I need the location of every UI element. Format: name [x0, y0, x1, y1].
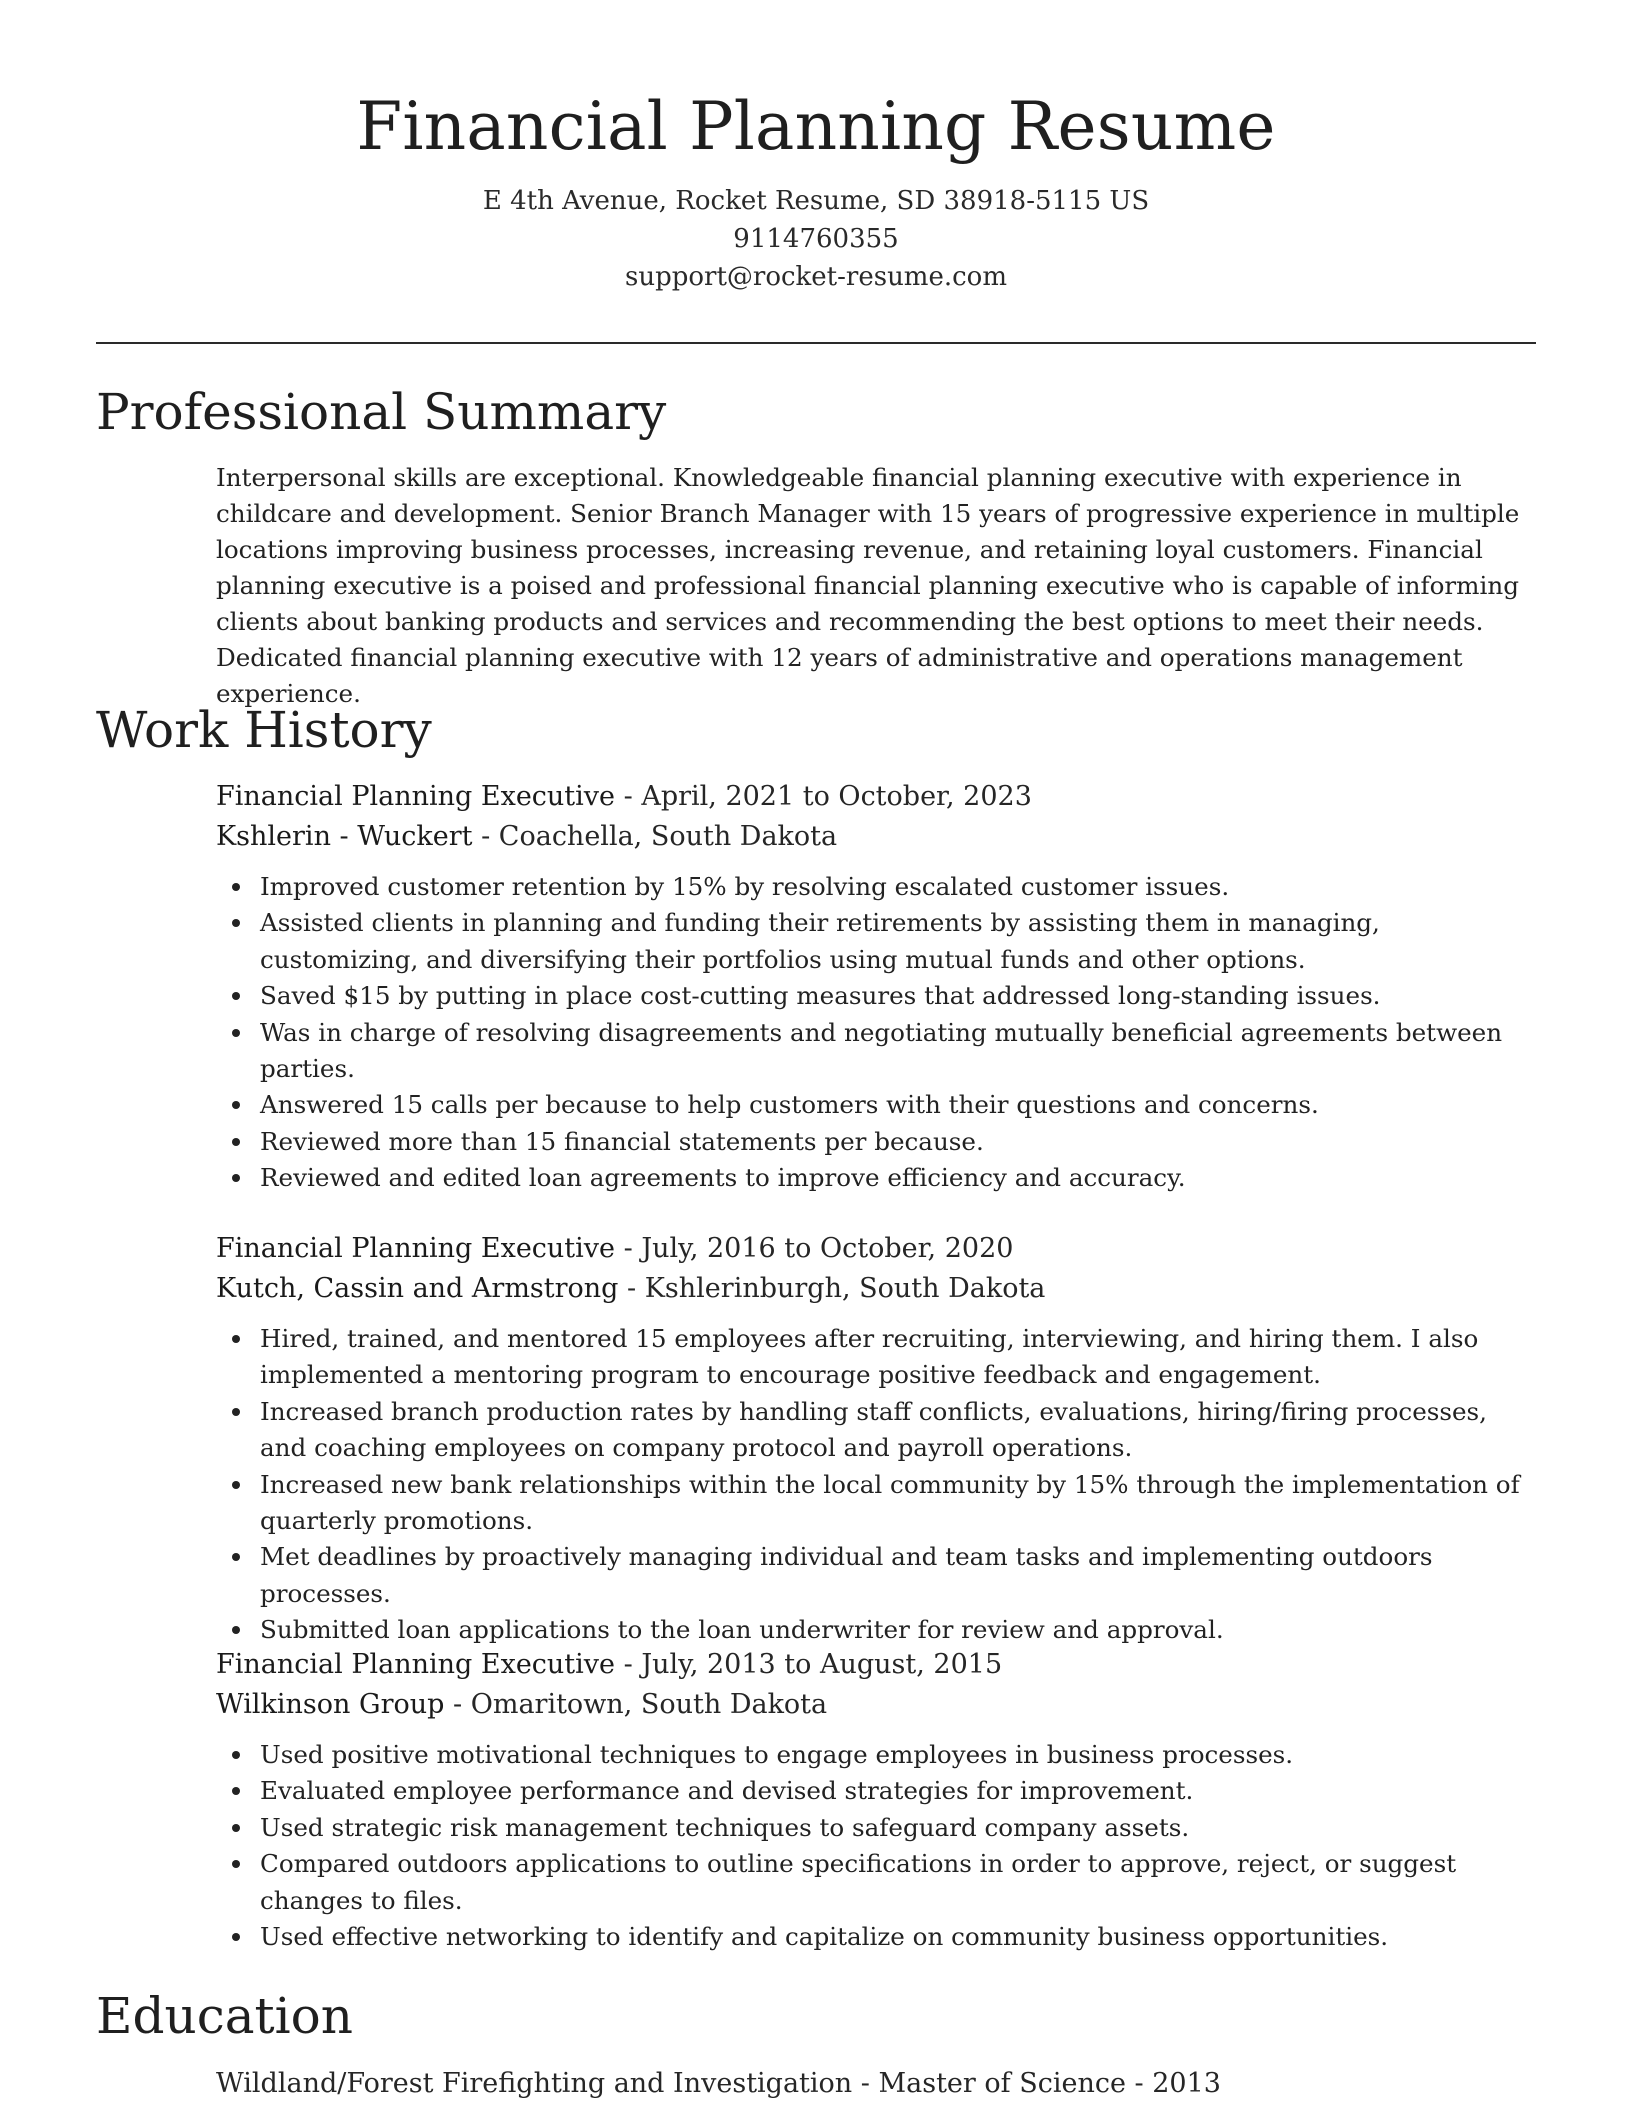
job-entry	[216, 1645, 1538, 1955]
job-title: Financial Planning Executive	[216, 1233, 616, 1264]
bullet-item: Was in charge of resolving disagreements and negotiating mutually beneficial agreements between parties.	[260, 1015, 1538, 1088]
job-location: - Kshlerinburgh, South Dakota	[618, 1273, 1046, 1304]
job-company: Kshlerin - Wuckert	[216, 821, 473, 852]
address-text: E 4th Avenue, Rocket Resume, SD 38918-5115 US	[482, 186, 1150, 216]
summary-block	[216, 460, 1538, 712]
bullet-item: Evaluated employee performance and devised strategies for improvement.	[260, 1773, 1538, 1809]
resume-title: Financial Planning Resume	[356, 88, 1276, 165]
bullet-item: Reviewed more than 15 financial statements per because.	[260, 1124, 1538, 1160]
bullet-item: Submitted loan applications to the loan underwriter for review and approval.	[260, 1612, 1538, 1648]
education-block	[216, 2064, 1538, 2104]
bullet-icon	[232, 1101, 240, 1109]
bullet-item: Compared outdoors applications to outline specifications in order to approve, reject, or suggest changes to files.	[260, 1846, 1538, 1919]
job-title-line	[216, 1645, 1538, 1685]
summary-heading: Professional Summary	[96, 383, 667, 441]
summary-text: Interpersonal skills are exceptional. Knowledgeable financial planning executive with experience in childcare and development. Senior Branch Manager with 15 years of progressive experience in multiple locations improving business processes, increasing revenue, and retaining loyal customers. Financial planning executive is a poised and professional financial planning executive who is capable of informing clients about banking products and services and recommending the best options to meet their needs. Dedicated financial planning executive with 12 years of administrative and operations management experience.	[216, 463, 1520, 708]
job-title: Financial Planning Executive	[216, 1649, 616, 1680]
bullet-icon	[232, 883, 240, 891]
contact-info	[0, 182, 1632, 296]
bullet-item: Used effective networking to identify and capitalize on community business opportunities.	[260, 1919, 1538, 1955]
job-bullets	[216, 1321, 1538, 1649]
job-company-line	[216, 1685, 1538, 1725]
bullet-icon	[232, 1174, 240, 1182]
job-company: Wilkinson Group	[216, 1689, 445, 1720]
job-title-line	[216, 1229, 1538, 1269]
email-link[interactable]: support@rocket-resume.com	[624, 262, 1007, 292]
job-entry	[216, 777, 1538, 1197]
bullet-item: Improved customer retention by 15% by resolving escalated customer issues.	[260, 869, 1538, 905]
bullet-item: Increased branch production rates by handling staff conflicts, evaluations, hiring/firing processes, and coaching employees on company protocol and payroll operations.	[260, 1394, 1538, 1467]
job-title-line	[216, 777, 1538, 817]
bullet-icon	[232, 1138, 240, 1146]
bullet-icon	[232, 1933, 240, 1941]
job-company-line	[216, 1269, 1538, 1309]
job-entry	[216, 1229, 1538, 1649]
job-bullets	[216, 869, 1538, 1197]
header-divider	[96, 342, 1536, 344]
job-company-line	[216, 817, 1538, 857]
job-location: - Coachella, South Dakota	[472, 821, 838, 852]
bullet-icon	[232, 1751, 240, 1759]
bullet-icon	[232, 1553, 240, 1561]
bullet-icon	[232, 1824, 240, 1832]
bullet-item: Used strategic risk management techniques to safeguard company assets.	[260, 1810, 1538, 1846]
bullet-icon	[232, 1626, 240, 1634]
bullet-item: Assisted clients in planning and funding their retirements by assisting them in managing, customizing, and diversifying their portfolios using mutual funds and other options.	[260, 905, 1538, 978]
work-history-heading: Work History	[96, 701, 432, 759]
bullet-icon	[232, 1860, 240, 1868]
phone-text: 9114760355	[733, 224, 899, 254]
bullet-item: Answered 15 calls per because to help customers with their questions and concerns.	[260, 1087, 1538, 1123]
job-dates: - April, 2021 to October, 2023	[615, 781, 1032, 812]
bullet-item: Saved $15 by putting in place cost-cutting measures that addressed long-standing issues.	[260, 978, 1538, 1014]
bullet-item: Hired, trained, and mentored 15 employees after recruiting, interviewing, and hiring them. I also implemented a mentoring program to encourage positive feedback and engagement.	[260, 1321, 1538, 1394]
bullet-item: Met deadlines by proactively managing individual and team tasks and implementing outdoors processes.	[260, 1539, 1538, 1612]
job-company: Kutch, Cassin and Armstrong	[216, 1273, 619, 1304]
bullet-icon	[232, 1029, 240, 1037]
bullet-icon	[232, 992, 240, 1000]
job-dates: - July, 2016 to October, 2020	[615, 1233, 1014, 1264]
job-dates: - July, 2013 to August, 2015	[615, 1649, 1003, 1680]
bullet-item: Increased new bank relationships within the local community by 15% through the implementation of quarterly promotions.	[260, 1467, 1538, 1540]
bullet-icon	[232, 1787, 240, 1795]
resume-header	[0, 0, 1632, 296]
job-location: - Omaritown, South Dakota	[444, 1689, 828, 1720]
bullet-icon	[232, 1481, 240, 1489]
bullet-item: Used positive motivational techniques to engage employees in business processes.	[260, 1737, 1538, 1773]
job-bullets	[216, 1737, 1538, 1955]
education-entry: Wildland/Forest Firefighting and Investigation - Master of Science - 2013	[216, 2068, 1221, 2099]
job-title: Financial Planning Executive	[216, 781, 616, 812]
bullet-icon	[232, 1408, 240, 1416]
bullet-icon	[232, 1335, 240, 1343]
bullet-icon	[232, 919, 240, 927]
education-heading: Education	[96, 1987, 353, 2045]
bullet-item: Reviewed and edited loan agreements to improve efficiency and accuracy.	[260, 1160, 1538, 1196]
